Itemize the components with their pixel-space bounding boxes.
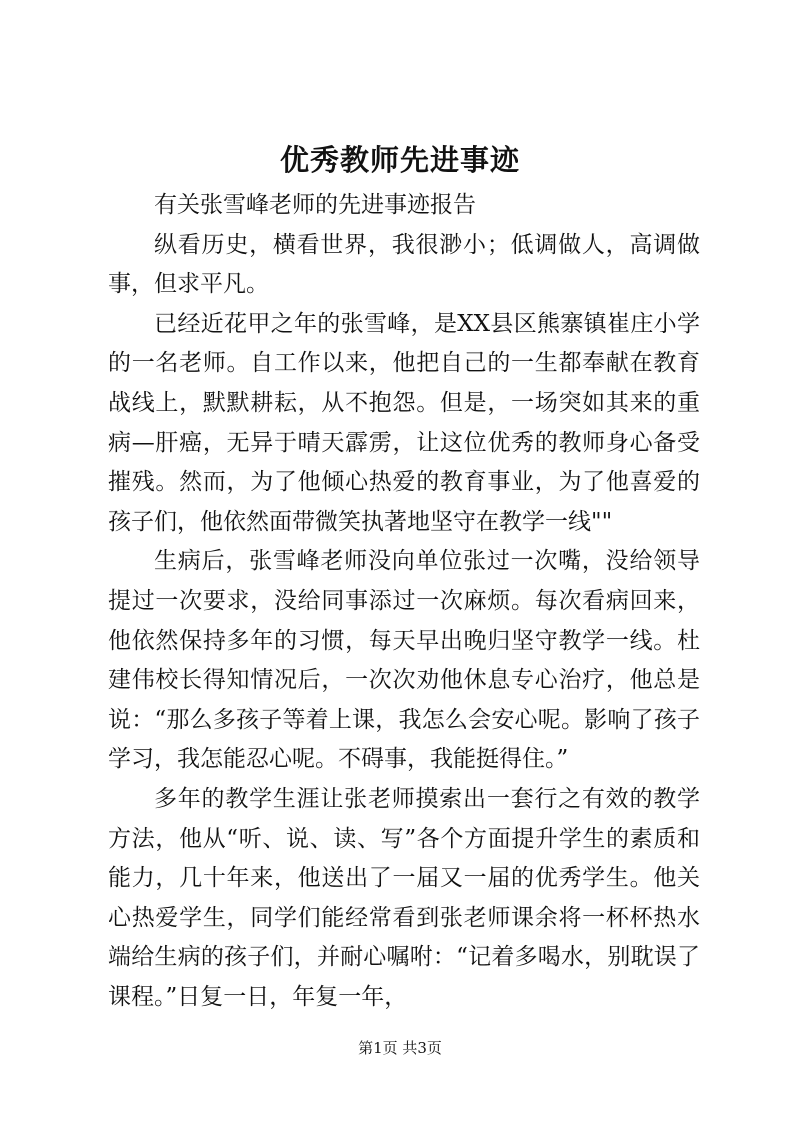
document-body	[108, 186, 700, 1017]
paragraph-subtitle: 有关张雪峰老师的先进事迹报告	[154, 192, 476, 218]
page-footer: 第1页 共3页	[358, 1039, 442, 1057]
paragraph-2: 已经近花甲之年的张雪峰，是XX县区熊寨镇崔庄小学的一名老师。自工作以来，他把自己的一生都奉献在教育战线上，默默耕耘，从不抱怨。但是，一场突如其来的重病—肝癌，无异于晴天霹雳，让这位优秀的教师身心备受摧残。然而，为了他倾心热爱的教育事业，为了他喜爱的孩子们，他依然面带微笑执著地坚守在教学一线""	[108, 310, 700, 535]
paragraph-4: 多年的教学生涯让张老师摸索出一套行之有效的教学方法，他从“听、说、读、写”各个方面提升学生的素质和能力，几十年来，他送出了一届又一届的优秀学生。他关心热爱学生，同学们能经常看到张老师课余将一杯杯热水端给生病的孩子们，并耐心嘱咐：“记着多喝水，别耽误了课程。”日复一日，年复一年，	[108, 785, 700, 1010]
paragraph-3: 生病后，张雪峰老师没向单位张过一次嘴，没给领导提过一次要求，没给同事添过一次麻烦。每次看病回来，他依然保持多年的习惯，每天早出晚归坚守教学一线。杜建伟校长得知情况后，一次次劝他休息专心治疗，他总是说：“那么多孩子等着上课，我怎么会安心呢。影响了孩子学习，我怎能忍心呢。不碍事，我能挺得住。”	[108, 548, 700, 773]
paragraph-1: 纵看历史，横看世界，我很渺小；低调做人，高调做事，但求平凡。	[108, 231, 700, 298]
document-title: 优秀教师先进事迹	[279, 143, 520, 177]
